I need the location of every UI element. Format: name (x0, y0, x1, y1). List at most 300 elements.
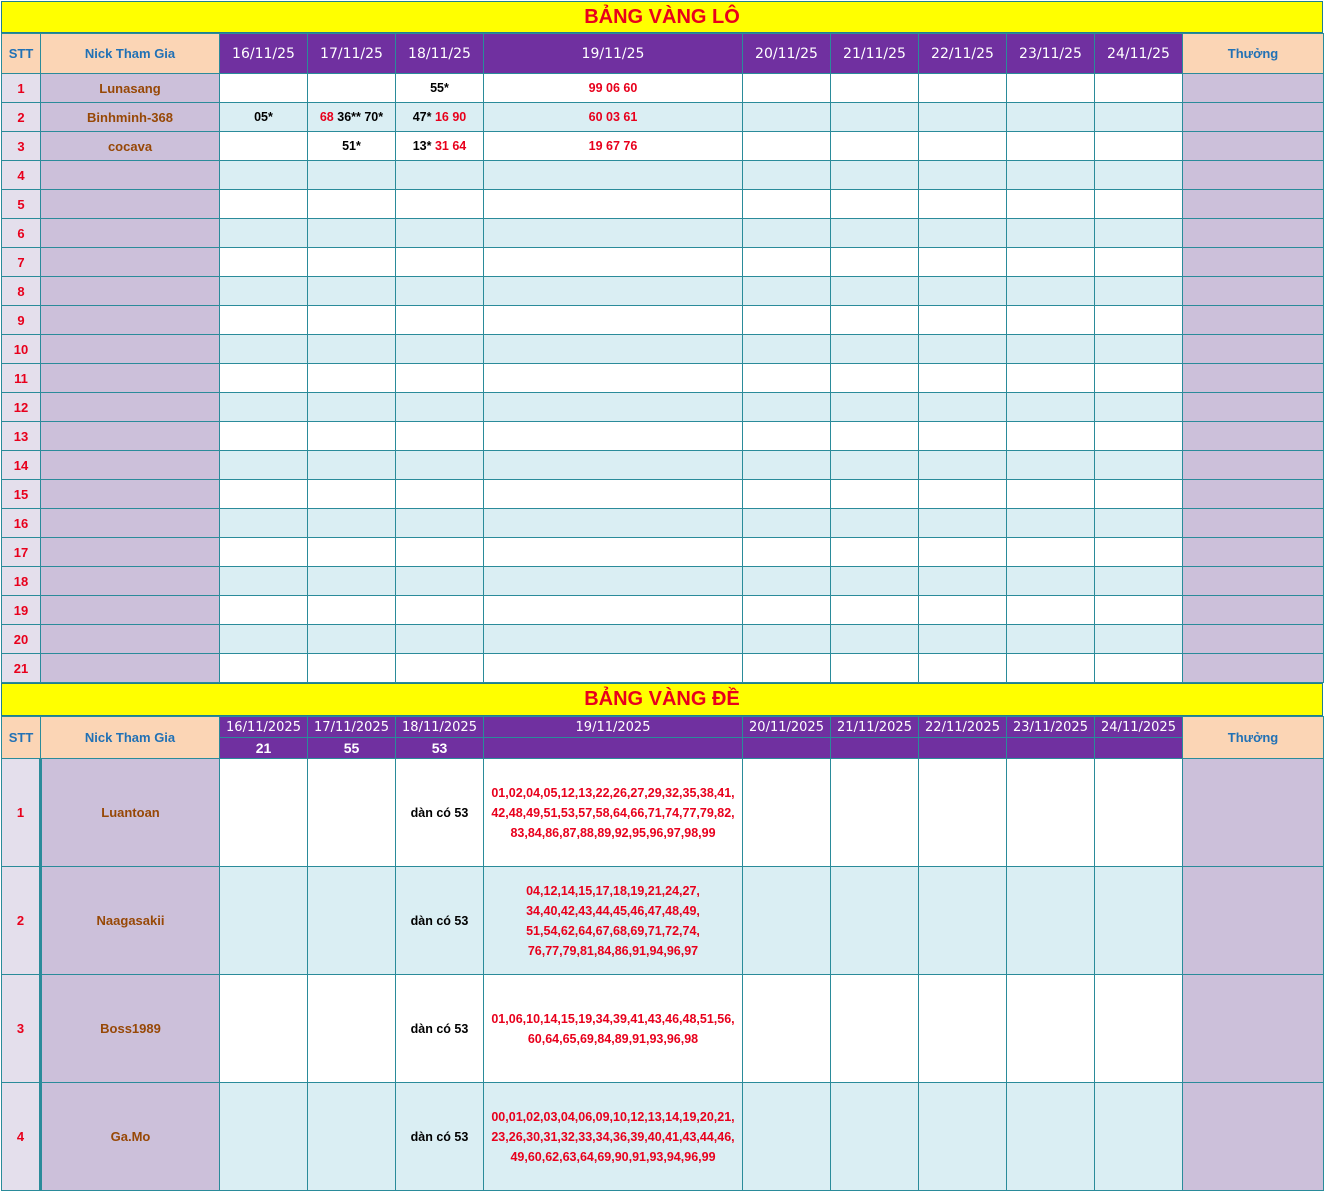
pick-cell[interactable] (396, 132, 484, 161)
pick-cell[interactable] (743, 364, 831, 393)
prize-cell[interactable] (1183, 451, 1324, 480)
pick-cell[interactable] (743, 422, 831, 451)
pick-cell[interactable] (1095, 759, 1183, 867)
pick-cell[interactable] (743, 161, 831, 190)
pick-cell[interactable] (1007, 654, 1095, 683)
de-table-title: BẢNG VÀNG ĐỀ (1, 683, 1323, 716)
pick-cell[interactable] (831, 625, 919, 654)
pick-cell[interactable] (919, 567, 1007, 596)
pick-cell[interactable] (220, 759, 308, 867)
pick-cell[interactable] (220, 132, 308, 161)
pick-cell[interactable] (308, 509, 396, 538)
pick-cell[interactable] (743, 867, 831, 975)
pick-cell[interactable] (743, 335, 831, 364)
pick-cell[interactable] (396, 74, 484, 103)
pick-cell[interactable] (484, 596, 743, 625)
pick-cell[interactable] (919, 277, 1007, 306)
pick-cell[interactable] (1007, 422, 1095, 451)
pick-cell[interactable] (1095, 480, 1183, 509)
pick-cell[interactable] (308, 654, 396, 683)
pick-cell[interactable] (396, 567, 484, 596)
pick-cell[interactable] (919, 364, 1007, 393)
pick-cell[interactable] (308, 161, 396, 190)
pick-cell[interactable] (1095, 161, 1183, 190)
nick-name (41, 364, 220, 393)
pick-cell[interactable] (484, 74, 743, 103)
pick-cell[interactable] (1095, 219, 1183, 248)
pick-cell[interactable] (1007, 867, 1095, 975)
pick-cell[interactable] (1007, 1083, 1095, 1191)
prize-cell[interactable] (1183, 190, 1324, 219)
pick-cell[interactable] (743, 451, 831, 480)
pick-cell[interactable] (743, 625, 831, 654)
pick-cell[interactable] (919, 306, 1007, 335)
pick-cell[interactable] (308, 975, 396, 1083)
pick-cell[interactable] (220, 596, 308, 625)
row-number: 3 (2, 132, 41, 161)
pick-cell[interactable] (831, 248, 919, 277)
pick-cell[interactable] (308, 867, 396, 975)
pick-cell[interactable] (1095, 132, 1183, 161)
prize-cell[interactable] (1183, 975, 1324, 1083)
pick-cell[interactable] (308, 74, 396, 103)
pick-cell[interactable] (1007, 219, 1095, 248)
pick-cell[interactable] (1007, 335, 1095, 364)
pick-cell[interactable] (919, 596, 1007, 625)
table-row (2, 538, 1324, 567)
pick-cell[interactable] (484, 103, 743, 132)
date-header: 17/11/25 (308, 34, 396, 74)
pick-cell[interactable] (308, 190, 396, 219)
pick-cell[interactable] (743, 132, 831, 161)
pick-cell[interactable] (396, 161, 484, 190)
pick-cell[interactable] (1007, 509, 1095, 538)
pick-cell[interactable] (919, 509, 1007, 538)
pick-cell[interactable] (220, 975, 308, 1083)
pick-cell[interactable] (1095, 1083, 1183, 1191)
pick-cell[interactable] (831, 654, 919, 683)
pick-text: 16 90 (431, 110, 467, 124)
pick-cell[interactable] (1095, 248, 1183, 277)
pick-cell[interactable] (396, 1083, 484, 1191)
pick-cell[interactable] (220, 74, 308, 103)
pick-cell[interactable] (919, 451, 1007, 480)
pick-cell[interactable] (743, 1083, 831, 1191)
pick-cell[interactable] (220, 509, 308, 538)
pick-cell[interactable] (831, 74, 919, 103)
pick-cell[interactable] (220, 103, 308, 132)
pick-cell[interactable] (1007, 248, 1095, 277)
lo-table (1, 33, 1324, 683)
pick-cell[interactable] (308, 596, 396, 625)
pick-cell[interactable] (743, 509, 831, 538)
prize-cell[interactable] (1183, 567, 1324, 596)
pick-cell[interactable] (484, 248, 743, 277)
pick-cell[interactable] (743, 654, 831, 683)
prize-cell[interactable] (1183, 161, 1324, 190)
pick-cell[interactable] (308, 219, 396, 248)
pick-cell[interactable] (831, 509, 919, 538)
pick-cell[interactable] (396, 306, 484, 335)
nick-name: Naagasakii (41, 867, 220, 975)
pick-cell[interactable] (919, 74, 1007, 103)
pick-cell[interactable] (220, 393, 308, 422)
pick-cell[interactable] (1007, 190, 1095, 219)
pick-cell[interactable] (1095, 277, 1183, 306)
pick-cell[interactable] (484, 654, 743, 683)
pick-cell[interactable] (831, 364, 919, 393)
pick-cell[interactable] (308, 132, 396, 161)
pick-cell[interactable] (1007, 103, 1095, 132)
pick-cell[interactable] (396, 335, 484, 364)
pick-cell[interactable] (484, 538, 743, 567)
pick-cell[interactable] (396, 625, 484, 654)
pick-cell[interactable] (1095, 74, 1183, 103)
pick-cell[interactable] (484, 625, 743, 654)
pick-cell[interactable] (220, 306, 308, 335)
pick-cell[interactable] (220, 625, 308, 654)
pick-cell[interactable] (919, 393, 1007, 422)
prize-cell[interactable] (1183, 393, 1324, 422)
prize-cell[interactable] (1183, 1083, 1324, 1191)
number-line: 00,01,02,03,04,06,09,10,12,13,14,19,20,21, (491, 1109, 735, 1124)
pick-cell[interactable] (484, 219, 743, 248)
prize-cell[interactable] (1183, 480, 1324, 509)
prize-cell[interactable] (1183, 306, 1324, 335)
pick-cell[interactable] (396, 654, 484, 683)
pick-cell[interactable] (919, 161, 1007, 190)
prize-cell[interactable] (1183, 625, 1324, 654)
pick-cell[interactable] (484, 509, 743, 538)
pick-cell[interactable] (919, 759, 1007, 867)
pick-cell[interactable] (396, 480, 484, 509)
pick-cell[interactable] (484, 1083, 743, 1191)
pick-cell[interactable] (308, 451, 396, 480)
pick-cell[interactable] (484, 567, 743, 596)
pick-cell[interactable] (831, 596, 919, 625)
pick-cell[interactable] (396, 248, 484, 277)
pick-cell[interactable] (220, 277, 308, 306)
pick-cell[interactable] (484, 867, 743, 975)
prize-cell[interactable] (1183, 74, 1324, 103)
pick-cell[interactable] (919, 867, 1007, 975)
pick-cell[interactable] (831, 1083, 919, 1191)
pick-cell[interactable] (308, 335, 396, 364)
pick-cell[interactable] (220, 1083, 308, 1191)
pick-cell[interactable] (1095, 393, 1183, 422)
pick-cell[interactable] (743, 538, 831, 567)
pick-cell[interactable] (308, 277, 396, 306)
pick-cell[interactable] (308, 567, 396, 596)
pick-cell[interactable] (1095, 306, 1183, 335)
pick-cell[interactable] (743, 248, 831, 277)
pick-cell[interactable] (919, 248, 1007, 277)
pick-cell[interactable] (396, 867, 484, 975)
pick-cell[interactable] (919, 190, 1007, 219)
pick-cell[interactable] (308, 103, 396, 132)
pick-cell[interactable] (220, 567, 308, 596)
pick-cell[interactable] (1095, 567, 1183, 596)
pick-cell[interactable] (484, 190, 743, 219)
nick-name (41, 625, 220, 654)
pick-cell[interactable] (743, 567, 831, 596)
pick-cell[interactable] (743, 74, 831, 103)
stt-header: STT (2, 34, 41, 74)
pick-cell[interactable] (308, 1083, 396, 1191)
pick-cell[interactable] (220, 364, 308, 393)
pick-cell[interactable] (484, 393, 743, 422)
pick-cell[interactable] (831, 277, 919, 306)
pick-cell[interactable] (1007, 393, 1095, 422)
pick-cell[interactable] (1007, 625, 1095, 654)
pick-cell[interactable] (919, 103, 1007, 132)
pick-cell[interactable] (919, 975, 1007, 1083)
pick-cell[interactable] (743, 306, 831, 335)
pick-cell[interactable] (484, 161, 743, 190)
pick-cell[interactable] (308, 248, 396, 277)
pick-cell[interactable] (831, 867, 919, 975)
prize-cell[interactable] (1183, 867, 1324, 975)
prize-cell[interactable] (1183, 509, 1324, 538)
prize-cell[interactable] (1183, 219, 1324, 248)
pick-cell[interactable] (1007, 480, 1095, 509)
date-header: 19/11/25 (484, 34, 743, 74)
prize-cell[interactable] (1183, 132, 1324, 161)
pick-cell[interactable] (484, 759, 743, 867)
prize-cell[interactable] (1183, 759, 1324, 867)
pick-cell[interactable] (1007, 132, 1095, 161)
prize-cell[interactable] (1183, 277, 1324, 306)
pick-cell[interactable] (919, 422, 1007, 451)
pick-cell[interactable] (484, 335, 743, 364)
pick-cell[interactable] (831, 103, 919, 132)
pick-cell[interactable] (831, 567, 919, 596)
pick-cell[interactable] (919, 219, 1007, 248)
pick-cell[interactable] (308, 538, 396, 567)
pick-cell[interactable] (396, 451, 484, 480)
pick-cell[interactable] (919, 1083, 1007, 1191)
prize-cell[interactable] (1183, 335, 1324, 364)
pick-cell[interactable] (484, 975, 743, 1083)
pick-cell[interactable] (743, 596, 831, 625)
result-value (831, 738, 919, 759)
pick-cell[interactable] (1007, 451, 1095, 480)
prize-cell[interactable] (1183, 654, 1324, 683)
pick-cell[interactable] (220, 538, 308, 567)
pick-cell[interactable] (831, 393, 919, 422)
pick-cell[interactable] (220, 248, 308, 277)
pick-cell[interactable] (220, 219, 308, 248)
pick-cell[interactable] (1007, 538, 1095, 567)
pick-cell[interactable] (220, 335, 308, 364)
table-row (2, 306, 1324, 335)
pick-text: 68 (319, 110, 334, 124)
pick-cell[interactable] (220, 190, 308, 219)
pick-cell[interactable] (1095, 509, 1183, 538)
pick-cell[interactable] (831, 132, 919, 161)
row-number: 2 (2, 867, 41, 975)
pick-cell[interactable] (484, 480, 743, 509)
pick-cell[interactable] (396, 975, 484, 1083)
pick-cell[interactable] (308, 422, 396, 451)
pick-cell[interactable] (743, 190, 831, 219)
pick-cell[interactable] (831, 480, 919, 509)
pick-cell[interactable] (919, 480, 1007, 509)
pick-cell[interactable] (743, 759, 831, 867)
prize-cell[interactable] (1183, 538, 1324, 567)
pick-cell[interactable] (1095, 451, 1183, 480)
nick-header: Nick Tham Gia (41, 717, 220, 759)
pick-cell[interactable] (396, 509, 484, 538)
number-list (484, 1009, 742, 1049)
pick-cell[interactable] (484, 451, 743, 480)
pick-cell[interactable] (220, 867, 308, 975)
pick-cell[interactable] (1095, 596, 1183, 625)
row-number: 13 (2, 422, 41, 451)
dan-note: dàn có 53 (410, 1021, 469, 1036)
table-row (2, 480, 1324, 509)
pick-cell[interactable] (1007, 596, 1095, 625)
table-row (2, 867, 1324, 975)
pick-cell[interactable] (919, 335, 1007, 364)
pick-cell[interactable] (220, 654, 308, 683)
pick-cell[interactable] (220, 422, 308, 451)
prize-cell[interactable] (1183, 596, 1324, 625)
pick-cell[interactable] (1007, 759, 1095, 867)
prize-cell[interactable] (1183, 103, 1324, 132)
date-header: 24/11/2025 (1095, 717, 1183, 738)
date-header: 23/11/2025 (1007, 717, 1095, 738)
pick-cell[interactable] (743, 103, 831, 132)
row-number: 15 (2, 480, 41, 509)
pick-cell[interactable] (743, 393, 831, 422)
pick-text: 47* (412, 110, 432, 124)
nick-name: Lunasang (41, 74, 220, 103)
pick-cell[interactable] (831, 306, 919, 335)
pick-cell[interactable] (308, 759, 396, 867)
pick-cell[interactable] (743, 975, 831, 1083)
pick-text: 31 64 (431, 139, 467, 153)
pick-cell[interactable] (1095, 190, 1183, 219)
nick-name (41, 248, 220, 277)
pick-cell[interactable] (1095, 335, 1183, 364)
pick-cell[interactable] (396, 759, 484, 867)
pick-cell[interactable] (396, 393, 484, 422)
pick-cell[interactable] (308, 306, 396, 335)
pick-cell[interactable] (919, 538, 1007, 567)
pick-cell[interactable] (831, 451, 919, 480)
pick-cell[interactable] (831, 759, 919, 867)
pick-cell[interactable] (396, 219, 484, 248)
pick-cell[interactable] (484, 277, 743, 306)
number-list (484, 881, 742, 961)
table-row (2, 364, 1324, 393)
row-number: 12 (2, 393, 41, 422)
nick-name: cocava (41, 132, 220, 161)
pick-cell[interactable] (743, 480, 831, 509)
pick-cell[interactable] (308, 364, 396, 393)
pick-cell[interactable] (396, 277, 484, 306)
pick-cell[interactable] (1095, 867, 1183, 975)
row-number: 4 (2, 1083, 41, 1191)
pick-cell[interactable] (396, 103, 484, 132)
pick-cell[interactable] (919, 654, 1007, 683)
pick-cell[interactable] (1095, 654, 1183, 683)
pick-cell[interactable] (220, 451, 308, 480)
pick-cell[interactable] (1095, 422, 1183, 451)
pick-cell[interactable] (308, 480, 396, 509)
pick-cell[interactable] (1007, 277, 1095, 306)
pick-cell[interactable] (396, 364, 484, 393)
pick-cell[interactable] (308, 393, 396, 422)
pick-cell[interactable] (1095, 364, 1183, 393)
pick-cell[interactable] (396, 538, 484, 567)
number-line: 42,48,49,51,53,57,58,64,66,71,74,77,79,82, (491, 805, 735, 820)
pick-cell[interactable] (919, 625, 1007, 654)
pick-cell[interactable] (831, 190, 919, 219)
prize-cell[interactable] (1183, 364, 1324, 393)
pick-cell[interactable] (919, 132, 1007, 161)
nick-name: Boss1989 (41, 975, 220, 1083)
pick-cell[interactable] (1007, 306, 1095, 335)
pick-cell[interactable] (484, 364, 743, 393)
number-line: 34,40,42,43,44,45,46,47,48,49, (526, 903, 700, 918)
pick-cell[interactable] (220, 480, 308, 509)
nick-name (41, 161, 220, 190)
pick-cell[interactable] (831, 422, 919, 451)
pick-cell[interactable] (396, 190, 484, 219)
date-header: 16/11/2025 (220, 717, 308, 738)
pick-cell[interactable] (831, 219, 919, 248)
pick-cell[interactable] (743, 277, 831, 306)
pick-cell[interactable] (831, 335, 919, 364)
pick-cell[interactable] (1007, 567, 1095, 596)
pick-cell[interactable] (743, 219, 831, 248)
pick-cell[interactable] (1095, 103, 1183, 132)
pick-cell[interactable] (484, 132, 743, 161)
pick-cell[interactable] (1095, 975, 1183, 1083)
prize-cell[interactable] (1183, 248, 1324, 277)
pick-cell[interactable] (831, 538, 919, 567)
prize-cell[interactable] (1183, 422, 1324, 451)
pick-text: 99 06 60 (588, 81, 638, 95)
pick-cell[interactable] (1095, 625, 1183, 654)
pick-cell[interactable] (1007, 364, 1095, 393)
pick-cell[interactable] (831, 161, 919, 190)
date-header: 18/11/2025 (396, 717, 484, 738)
row-number: 18 (2, 567, 41, 596)
table-row (2, 625, 1324, 654)
pick-cell[interactable] (308, 625, 396, 654)
number-line: 23,26,30,31,32,33,34,36,39,40,41,43,44,46, (491, 1129, 735, 1144)
pick-cell[interactable] (484, 306, 743, 335)
pick-cell[interactable] (220, 161, 308, 190)
pick-cell[interactable] (396, 596, 484, 625)
pick-cell[interactable] (1007, 74, 1095, 103)
pick-cell[interactable] (484, 422, 743, 451)
pick-cell[interactable] (1095, 538, 1183, 567)
pick-text: 05* (254, 110, 273, 124)
de-header-row (2, 717, 1324, 738)
date-header: 23/11/25 (1007, 34, 1095, 74)
pick-cell[interactable] (1007, 161, 1095, 190)
nick-name (41, 422, 220, 451)
number-line: 01,02,04,05,12,13,22,26,27,29,32,35,38,41, (491, 785, 735, 800)
date-header: 19/11/2025 (484, 717, 743, 738)
pick-cell[interactable] (396, 422, 484, 451)
pick-cell[interactable] (831, 975, 919, 1083)
pick-cell[interactable] (1007, 975, 1095, 1083)
